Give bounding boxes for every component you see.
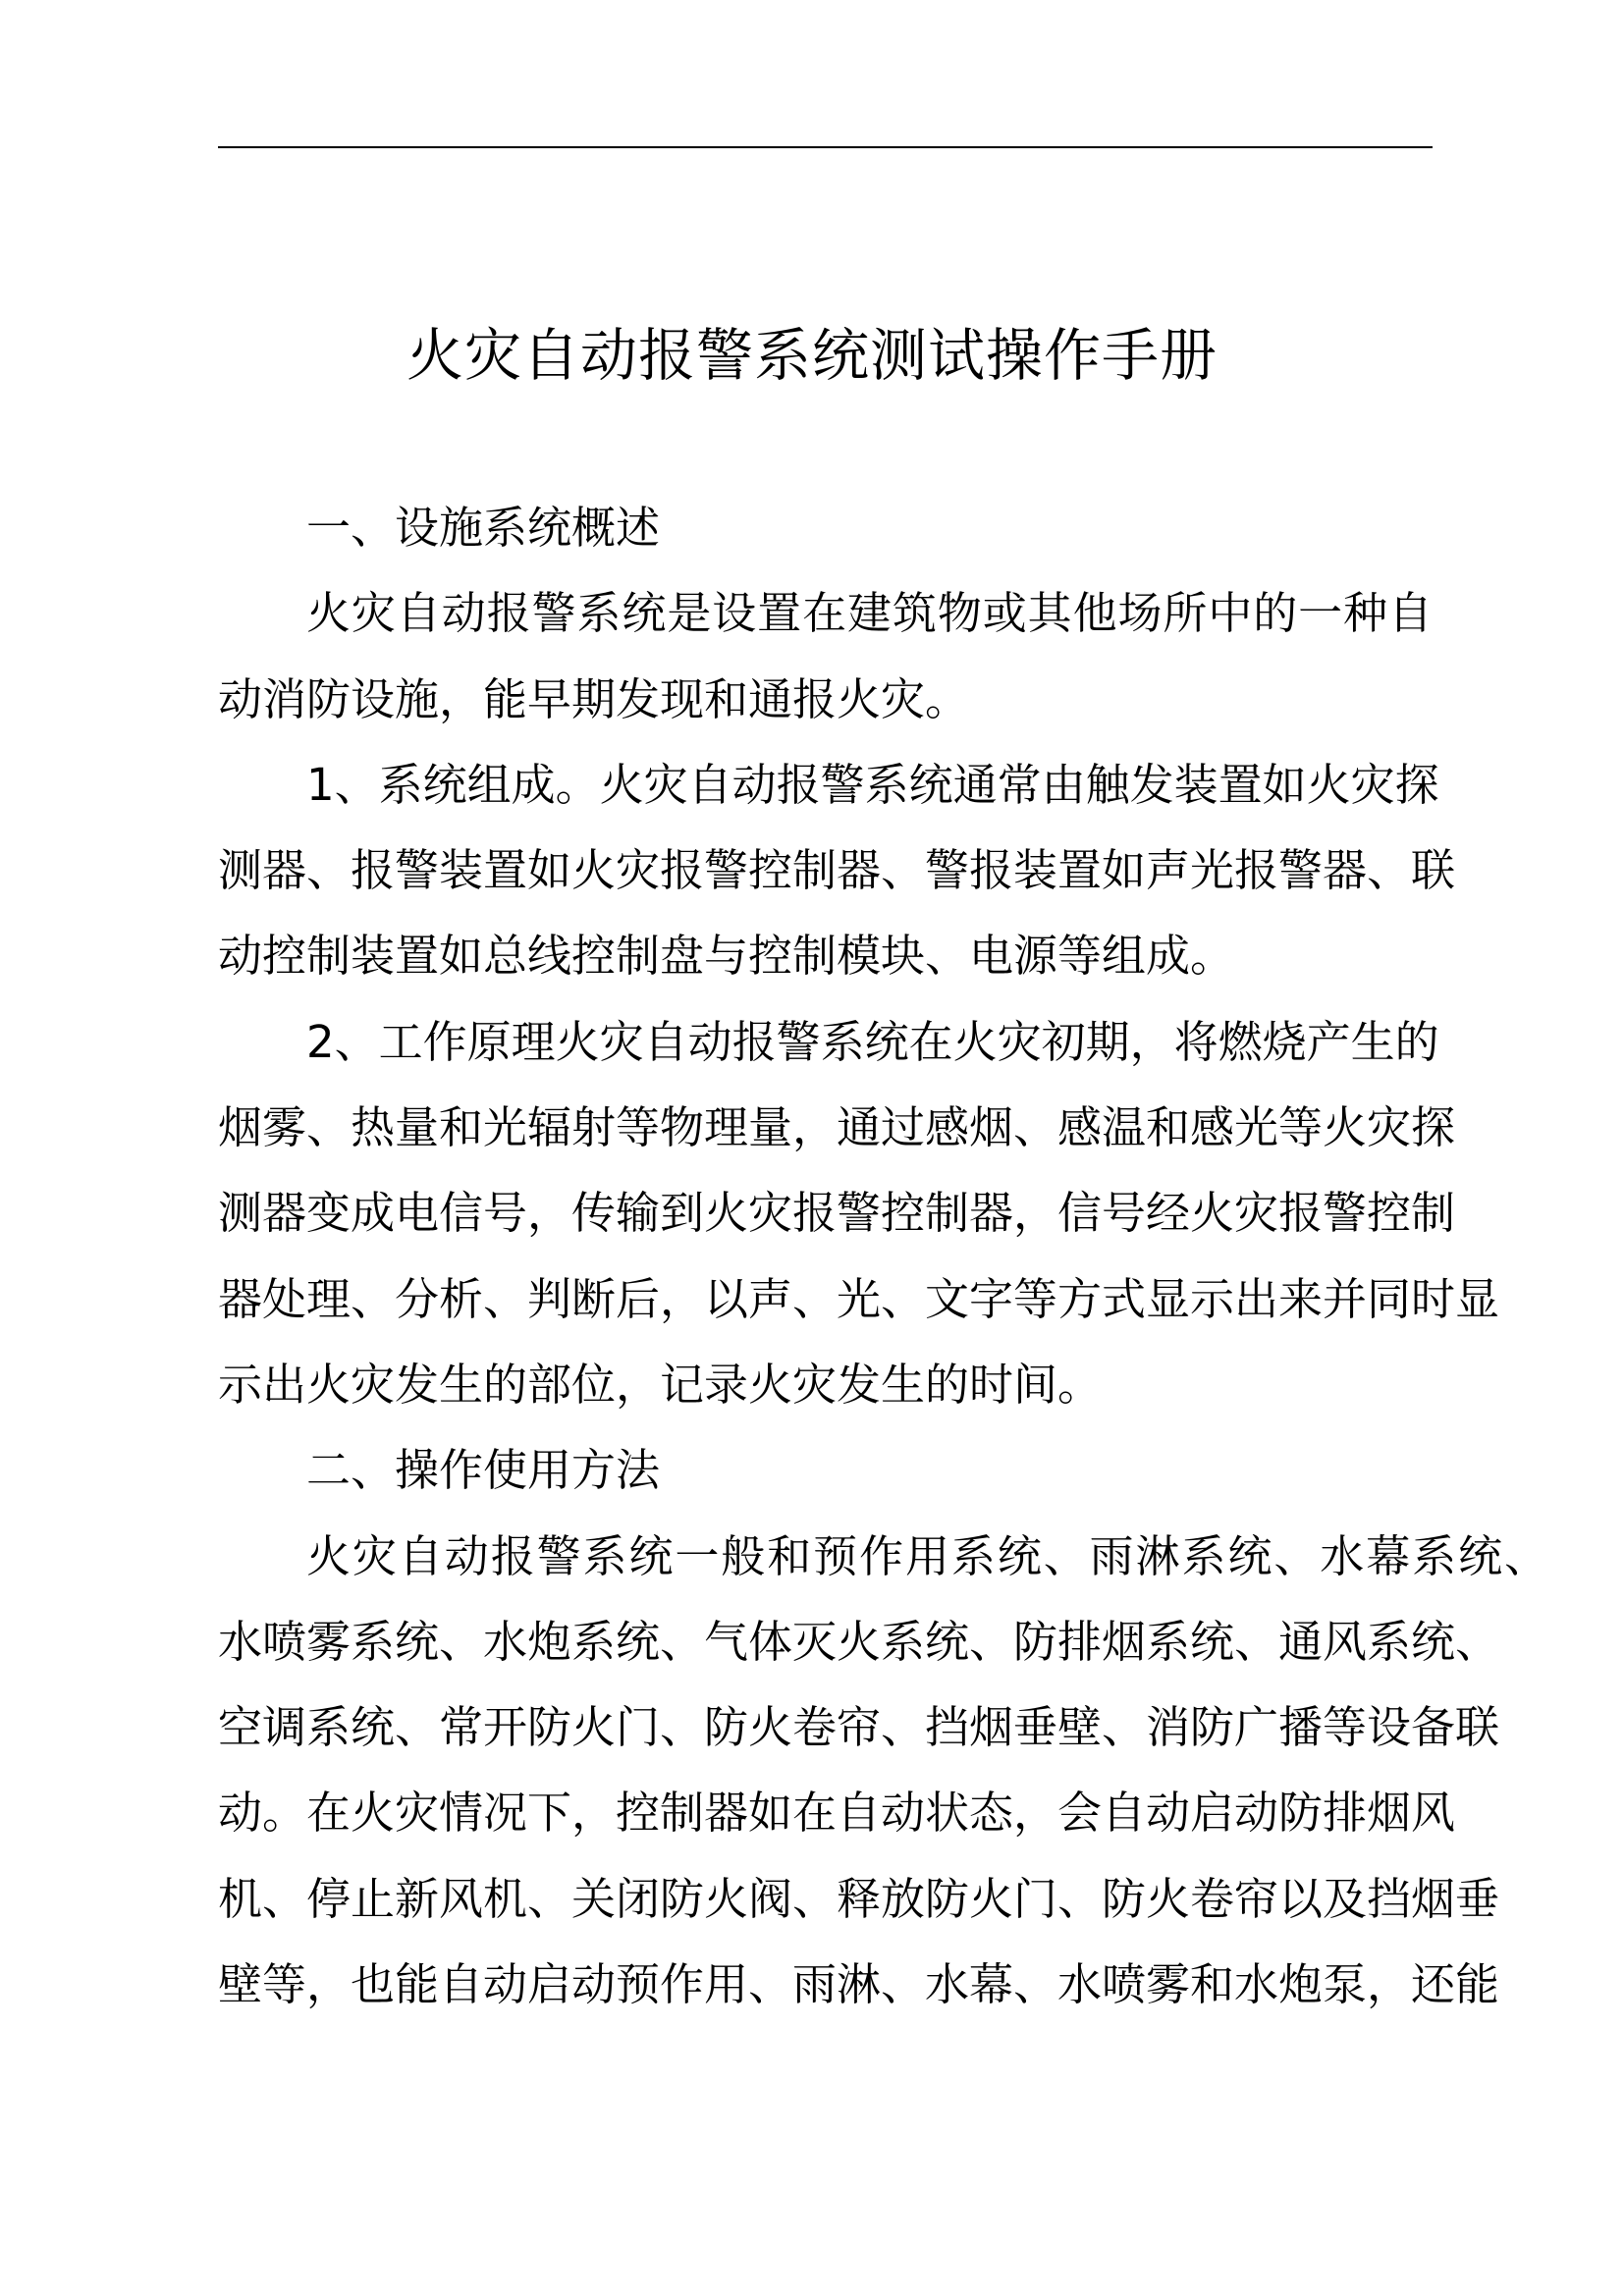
paragraph-line: 1、系统组成。火灾自动报警系统通常由触发装置如火灾探 xyxy=(306,758,1439,811)
document-body xyxy=(218,485,1548,2027)
paragraph-line: 动。在火灾情况下，控制器如在自动状态，会自动启动防排烟风 xyxy=(218,1787,1456,1840)
paragraph-line: 2、工作原理火灾自动报警系统在火灾初期，将燃烧产生的 xyxy=(306,1015,1439,1068)
header-rule xyxy=(218,146,1433,148)
paragraph-line: 火灾自动报警系统一般和预作用系统、雨淋系统、水幕系统、 xyxy=(306,1529,1548,1582)
document-title: 火灾自动报警系统测试操作手册 xyxy=(406,322,1218,389)
paragraph-line: 器处理、分析、判断后，以声、光、文字等方式显示出来并同时显 xyxy=(218,1272,1500,1325)
section-heading: 一、设施系统概述 xyxy=(306,502,661,554)
paragraph-line: 火灾自动报警系统是设置在建筑物或其他场所中的一种自 xyxy=(306,587,1433,640)
paragraph-line: 测器变成电信号，传输到火灾报警控制器，信号经火灾报警控制 xyxy=(218,1187,1456,1240)
paragraph-line: 动控制装置如总线控制盘与控制模块、电源等组成。 xyxy=(218,930,1235,983)
paragraph-line: 烟雾、热量和光辐射等物理量，通过感烟、感温和感光等火灾探 xyxy=(218,1101,1456,1154)
section-heading: 二、操作使用方法 xyxy=(306,1444,661,1497)
paragraph-line: 动消防设施，能早期发现和通报火灾。 xyxy=(218,672,970,725)
paragraph-line: 测器、报警装置如火灾报警控制器、警报装置如声光报警器、联 xyxy=(218,844,1456,897)
paragraph-line: 机、停止新风机、关闭防火阀、释放防火门、防火卷帘以及挡烟垂 xyxy=(218,1872,1500,1925)
paragraph-line: 示出火灾发生的部位，记录火灾发生的时间。 xyxy=(218,1358,1103,1411)
paragraph-line: 壁等，也能自动启动预作用、雨淋、水幕、水喷雾和水炮泵，还能 xyxy=(218,1958,1500,2011)
paragraph-line: 水喷雾系统、水炮系统、气体灭火系统、防排烟系统、通风系统、 xyxy=(218,1615,1500,1668)
paragraph-line: 空调系统、常开防火门、防火卷帘、挡烟垂壁、消防广播等设备联 xyxy=(218,1701,1500,1754)
